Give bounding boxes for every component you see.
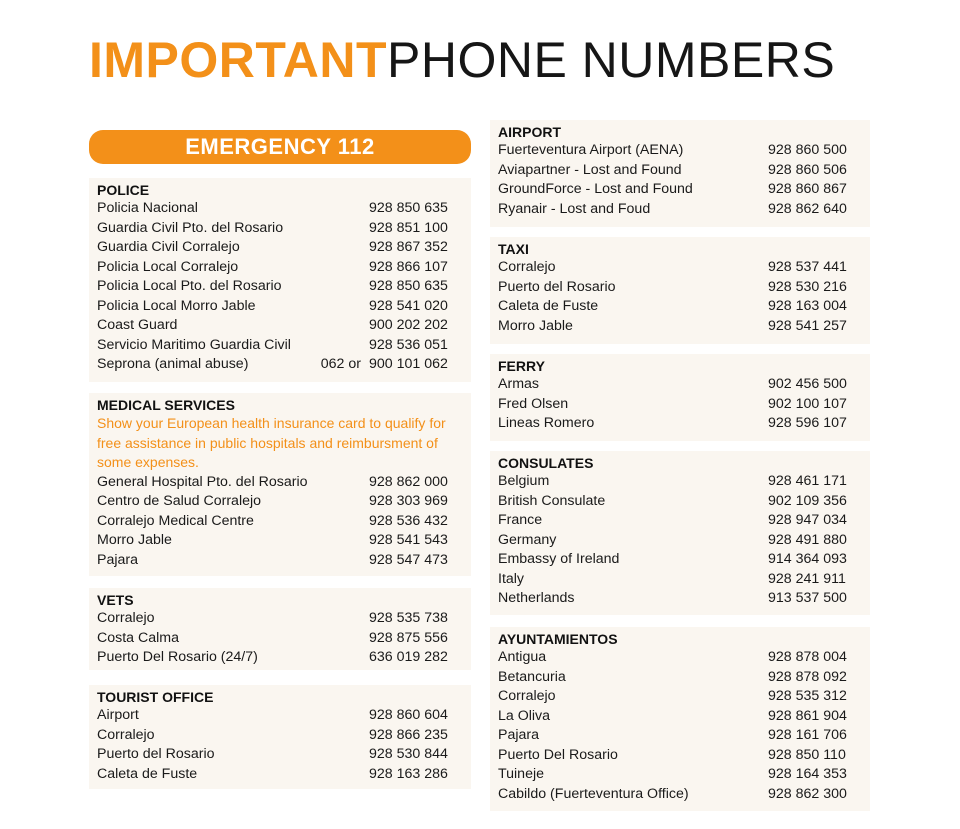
contact-name: Corralejo	[498, 688, 556, 704]
contact-name: Airport	[97, 707, 139, 723]
contact-name: British Consulate	[498, 492, 606, 509]
phone-number[interactable]: 928 530 844	[369, 746, 448, 762]
phone-row	[97, 726, 471, 746]
contact-name: Fred Olsen	[498, 395, 569, 412]
row-list	[498, 141, 870, 219]
section-consulates	[490, 451, 870, 615]
contact-name: Corralejo	[97, 726, 155, 743]
phone-number[interactable]: 928 862 300	[768, 785, 847, 802]
row-list	[498, 472, 870, 609]
phone-row	[97, 551, 471, 571]
phone-row	[498, 278, 870, 298]
phone-number[interactable]: 928 541 257	[768, 317, 847, 334]
phone-row	[498, 785, 870, 805]
phone-row	[498, 726, 870, 746]
phone-number[interactable]: 928 866 107	[369, 258, 448, 275]
phone-number[interactable]: 928 947 034	[768, 512, 847, 528]
contact-name: Cabildo (Fuerteventura Office)	[498, 785, 689, 802]
contact-name: Belgium	[498, 473, 550, 489]
phone-number[interactable]: 928 536 432	[369, 512, 448, 529]
phone-row	[498, 589, 870, 609]
phone-number[interactable]: 928 163 286	[369, 765, 448, 782]
contact-name: France	[498, 512, 543, 528]
contact-name: Costa Calma	[97, 629, 180, 646]
section-vets	[89, 588, 471, 670]
phone-number[interactable]: 902 456 500	[768, 376, 847, 392]
phone-row	[97, 277, 471, 297]
contact-name: Armas	[498, 376, 539, 392]
section-heading: VETS	[97, 592, 134, 608]
phone-row	[97, 355, 471, 375]
contact-name: Embassy of Ireland	[498, 551, 620, 567]
phone-row	[97, 706, 471, 726]
phone-number[interactable]: 928 541 020	[369, 297, 448, 314]
phone-row	[97, 199, 471, 219]
phone-row	[97, 745, 471, 765]
phone-row	[498, 258, 870, 278]
phone-row	[498, 531, 870, 551]
phone-number[interactable]: 902 100 107	[768, 395, 847, 412]
phone-row	[97, 297, 471, 317]
contact-name: Tuineje	[498, 766, 545, 782]
contact-name: GroundForce - Lost and Found	[498, 181, 693, 197]
page-title	[89, 30, 889, 90]
phone-row	[97, 648, 471, 668]
phone-number[interactable]: 900 101 062	[369, 356, 448, 372]
contact-name: Puerto del Rosario	[97, 746, 215, 762]
contact-name: Morro Jable	[498, 317, 573, 334]
phone-number[interactable]: 928 866 235	[369, 726, 448, 743]
phone-number[interactable]: 928 867 352	[369, 239, 448, 255]
phone-number[interactable]: 928 161 706	[768, 727, 847, 743]
contact-name: Policia Local Corralejo	[97, 258, 239, 275]
phone-number[interactable]: 928 536 051	[369, 336, 448, 353]
phone-number[interactable]: 928 860 867	[768, 181, 847, 197]
section-heading: TOURIST OFFICE	[97, 689, 214, 705]
phone-number[interactable]: 928 875 556	[369, 629, 448, 646]
contact-name: Germany	[498, 531, 557, 548]
row-list	[97, 199, 471, 375]
phone-row	[498, 687, 870, 707]
phone-number[interactable]: 928 547 473	[369, 551, 448, 568]
contact-name: General Hospital Pto. del Rosario	[97, 473, 308, 490]
section-medical	[89, 393, 471, 576]
phone-row	[498, 317, 870, 337]
row-list	[498, 648, 870, 804]
section-police	[89, 178, 471, 382]
phone-number[interactable]: 928 530 216	[768, 278, 847, 295]
section-ayuntamientos	[490, 627, 870, 811]
phone-row	[498, 765, 870, 785]
contact-name: Puerto Del Rosario	[498, 746, 618, 763]
contact-name: Policia Nacional	[97, 200, 198, 216]
section-taxi	[490, 237, 870, 344]
phone-number[interactable]: 928 878 092	[768, 668, 847, 685]
contact-name: Puerto del Rosario	[498, 278, 616, 295]
phone-row	[498, 570, 870, 590]
phone-number[interactable]: 928 860 506	[768, 161, 847, 178]
phone-number[interactable]: 636 019 282	[369, 649, 448, 665]
title-important: IMPORTANT	[89, 32, 387, 88]
phone-number[interactable]: 928 596 107	[768, 415, 847, 431]
phone-number[interactable]: 928 537 441	[768, 259, 847, 275]
contact-name: Fuerteventura Airport (AENA)	[498, 142, 684, 158]
phone-number[interactable]: 928 850 110	[768, 746, 846, 763]
contact-name: Betancuria	[498, 668, 566, 685]
phone-row	[498, 648, 870, 668]
phone-row	[498, 707, 870, 727]
phone-number[interactable]: 902 109 356	[768, 492, 847, 509]
phone-row	[97, 629, 471, 649]
phone-number[interactable]: 928 862 000	[369, 473, 448, 490]
emergency-banner: EMERGENCY 112	[89, 130, 471, 164]
contact-name: Guardia Civil Corralejo	[97, 239, 240, 255]
phone-number[interactable]: 928 303 969	[369, 493, 448, 509]
phone-number[interactable]: 928 541 543	[369, 532, 448, 548]
phone-row	[97, 765, 471, 785]
phone-row	[97, 512, 471, 532]
contact-name: Guardia Civil Pto. del Rosario	[97, 219, 284, 236]
phone-row	[498, 161, 870, 181]
phone-number[interactable]: 900 202 202	[369, 317, 448, 333]
contact-name: Antigua	[498, 649, 547, 665]
phone-number[interactable]: 928 535 312	[768, 688, 847, 704]
phone-row	[97, 316, 471, 336]
phone-number[interactable]: 928 861 904	[768, 707, 847, 724]
phone-row	[97, 219, 471, 239]
phone-row	[498, 746, 870, 766]
phone-row	[97, 531, 471, 551]
phone-row	[498, 511, 870, 531]
row-list	[498, 258, 870, 336]
contact-name: La Oliva	[498, 707, 551, 724]
contact-name: Corralejo	[498, 259, 556, 275]
title-phone-numbers: PHONE NUMBERS	[386, 32, 836, 88]
phone-number[interactable]: 928 862 640	[768, 200, 847, 217]
section-ferry	[490, 354, 870, 441]
row-list	[97, 473, 471, 571]
phone-row	[97, 492, 471, 512]
phone-number[interactable]: 928 461 171	[768, 473, 847, 489]
contact-name: Netherlands	[498, 590, 575, 606]
phone-number[interactable]: 928 850 635	[369, 278, 448, 294]
section-heading: POLICE	[97, 182, 150, 198]
contact-name: Caleta de Fuste	[498, 298, 599, 314]
contact-name: Centro de Salud Corralejo	[97, 493, 262, 509]
contact-name: Pajara	[498, 727, 540, 743]
section-heading: CONSULATES	[498, 455, 594, 471]
phone-row	[97, 609, 471, 629]
row-list	[97, 706, 471, 784]
contact-name: Seprona (animal abuse)	[97, 356, 249, 372]
phone-row	[498, 375, 870, 395]
contact-name: Corralejo Medical Centre	[97, 512, 254, 529]
section-heading: TAXI	[498, 241, 529, 257]
phone-number[interactable]: 928 535 738	[369, 610, 448, 626]
contact-name: Coast Guard	[97, 317, 178, 333]
phone-row	[97, 473, 471, 493]
phone-row	[97, 336, 471, 356]
phone-row	[97, 258, 471, 278]
contact-name: Morro Jable	[97, 532, 172, 548]
contact-name: Aviapartner - Lost and Found	[498, 161, 682, 178]
phone-number[interactable]: 928 241 911	[768, 570, 846, 587]
contact-name: Servicio Maritimo Guardia Civil	[97, 336, 291, 353]
phone-row	[498, 141, 870, 161]
phone-row	[498, 550, 870, 570]
phone-row	[498, 200, 870, 220]
contact-name: Policia Local Pto. del Rosario	[97, 278, 282, 294]
phone-number[interactable]: 928 878 004	[768, 649, 847, 665]
section-heading: MEDICAL SERVICES	[97, 397, 235, 413]
section-tourist-office	[89, 685, 471, 789]
phone-row	[498, 492, 870, 512]
phone-number[interactable]: 928 850 635	[369, 200, 448, 216]
phone-row	[97, 238, 471, 258]
phone-number[interactable]: 928 851 100	[369, 219, 448, 236]
phone-number[interactable]: 913 537 500	[768, 590, 847, 606]
contact-name: Pajara	[97, 551, 139, 568]
contact-name: Corralejo	[97, 610, 155, 626]
section-heading: AYUNTAMIENTOS	[498, 631, 618, 647]
row-list	[97, 609, 471, 668]
phone-row	[498, 472, 870, 492]
phone-number[interactable]: 928 860 500	[768, 142, 847, 158]
section-heading: AIRPORT	[498, 124, 561, 140]
phone-number[interactable]: 914 364 093	[768, 551, 847, 567]
contact-name: Caleta de Fuste	[97, 765, 198, 782]
contact-name: Ryanair - Lost and Foud	[498, 200, 651, 217]
contact-name: Policia Local Morro Jable	[97, 297, 256, 314]
medical-note: Show your European health insurance card to qualify for free assistance in public hospitals and reimbursment of some expenses.	[97, 415, 446, 470]
row-list	[498, 375, 870, 434]
section-heading: FERRY	[498, 358, 545, 374]
contact-name: Italy	[498, 570, 525, 587]
phone-row	[498, 297, 870, 317]
number-prefix: 062 or	[320, 356, 361, 372]
phone-row	[498, 395, 870, 415]
contact-name: Puerto Del Rosario (24/7)	[97, 649, 258, 665]
phone-row	[498, 180, 870, 200]
phone-number[interactable]: 928 491 880	[768, 531, 847, 548]
phone-row	[498, 668, 870, 688]
section-airport	[490, 120, 870, 227]
phone-number[interactable]: 928 860 604	[369, 707, 448, 723]
phone-number[interactable]: 928 163 004	[768, 298, 847, 314]
contact-name: Lineas Romero	[498, 415, 595, 431]
phone-number[interactable]: 928 164 353	[768, 766, 847, 782]
phone-row	[498, 414, 870, 434]
